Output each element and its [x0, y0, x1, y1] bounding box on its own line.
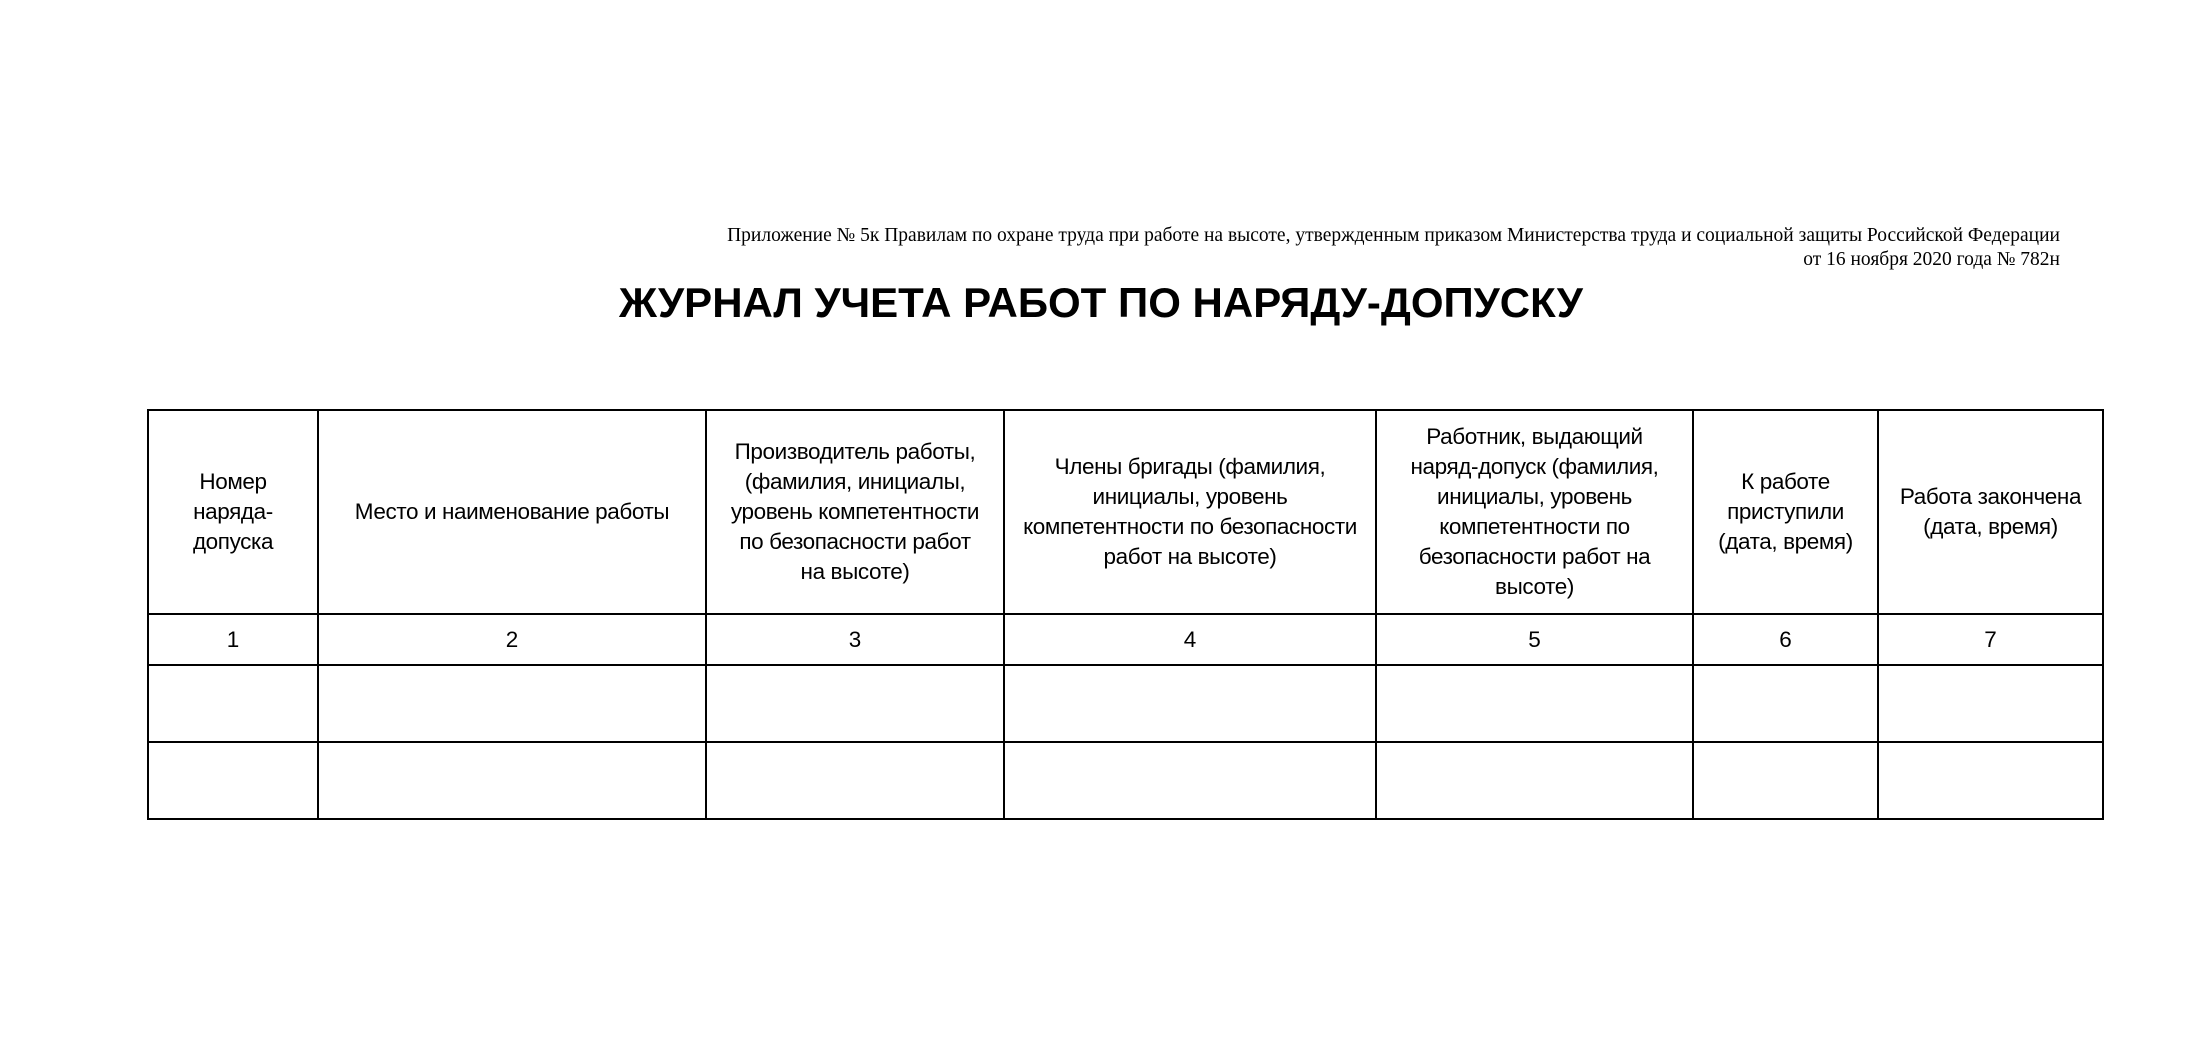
table-cell — [1878, 665, 2103, 742]
table-cell — [148, 665, 318, 742]
column-number: 4 — [1004, 614, 1376, 665]
table-cell — [1878, 742, 2103, 819]
journal-table — [147, 409, 2104, 820]
appendix-line-2: от 16 ноября 2020 года № 782н — [1803, 249, 2060, 270]
table-row — [148, 742, 2103, 819]
table-cell — [318, 742, 706, 819]
table-cell — [318, 665, 706, 742]
column-number: 3 — [706, 614, 1004, 665]
header-work-place: Место и наименование работы — [318, 410, 706, 614]
table-cell — [706, 665, 1004, 742]
column-number: 7 — [1878, 614, 2103, 665]
appendix-note — [560, 224, 2060, 272]
column-number: 2 — [318, 614, 706, 665]
header-row — [148, 410, 2103, 614]
journal-title: ЖУРНАЛ УЧЕТА РАБОТ ПО НАРЯДУ-ДОПУСКУ — [619, 279, 1583, 326]
appendix-line-1: Приложение № 5к Правилам по охране труда при работе на высоте, утвержденным приказом Министерства труда и социальной защиты Российской Федерации — [727, 225, 2060, 246]
table-cell — [706, 742, 1004, 819]
table-cell — [1004, 742, 1376, 819]
table-cell — [1693, 665, 1878, 742]
table-cell — [1004, 665, 1376, 742]
header-order-number: Номер наряда-допуска — [148, 410, 318, 614]
column-number: 1 — [148, 614, 318, 665]
table-cell — [1376, 742, 1693, 819]
header-permit-issuer: Работник, выдающий наряд-допуск (фамилия, инициалы, уровень компетентности по безопасности работ на высоте) — [1376, 410, 1693, 614]
table-cell — [1693, 742, 1878, 819]
column-number: 6 — [1693, 614, 1878, 665]
header-work-finished: Работа закончена (дата, время) — [1878, 410, 2103, 614]
header-team-members: Члены бригады (фамилия, инициалы, уровень компетентности по безопасности работ на высоте) — [1004, 410, 1376, 614]
table-cell — [148, 742, 318, 819]
table-row — [148, 665, 2103, 742]
header-work-started: К работе приступили (дата, время) — [1693, 410, 1878, 614]
column-number: 5 — [1376, 614, 1693, 665]
table-cell — [1376, 665, 1693, 742]
column-number-row — [148, 614, 2103, 665]
header-work-supervisor: Производитель работы, (фамилия, инициалы, уровень компетентности по безопасности работ на высоте) — [706, 410, 1004, 614]
